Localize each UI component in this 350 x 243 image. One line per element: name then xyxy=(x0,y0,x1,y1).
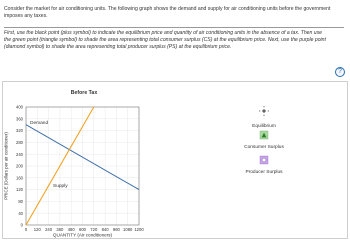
diamond-icon xyxy=(260,156,268,164)
consumer-surplus-label: Consumer Surplus xyxy=(244,145,284,150)
equilibrium-tool[interactable] xyxy=(252,106,276,129)
x-tick-label: 240 xyxy=(45,227,53,232)
producer-surplus-tool[interactable] xyxy=(245,156,283,175)
x-axis-label: QUANTITY (Air conditioners) xyxy=(52,232,113,238)
y-tick-label: 240 xyxy=(16,151,23,157)
y-tick-label: 80 xyxy=(18,199,23,204)
y-axis-label: PRICE (Dollars per air conditioner) xyxy=(3,132,9,200)
x-tick-label: 360 xyxy=(56,227,64,232)
x-tick-label: 720 xyxy=(90,227,98,232)
y-tick-label: 200 xyxy=(16,163,23,169)
demand-label: Demand xyxy=(30,121,49,126)
chart-title: Before Tax xyxy=(70,90,98,96)
y-tick-label: 120 xyxy=(16,187,23,193)
y-tick-label: 280 xyxy=(16,140,23,145)
intro-text: Consider the market for air conditioning units. The following graph shows the demand and supply for air conditioning units before the government imposes any taxes. xyxy=(4,6,331,19)
triangle-icon xyxy=(260,131,268,139)
x-axis xyxy=(25,227,144,232)
help-icon[interactable]: ? xyxy=(335,67,345,77)
y-tick-label: 160 xyxy=(16,175,23,181)
x-tick-label: 600 xyxy=(79,227,86,232)
x-tick-label: 120 xyxy=(33,227,41,232)
equilibrium-label: Equilibrium xyxy=(252,124,276,129)
y-tick-label: 360 xyxy=(16,116,23,122)
instruction-text: First, use the black point (plus symbol) to indicate the equilibrium price and quantity of air conditioning units in the absence of a tax. Then use the green point (triangle symbol) to shade the area representing total consumer surplus (CS) at the equilibrium price. Next, use the purple point (diamond symbol) to shade the area representing total producer surplus (PS) at the equilibrium price. xyxy=(4,30,326,50)
x-tick-label: 1200 xyxy=(134,227,144,232)
y-tick-label: 40 xyxy=(18,210,23,216)
x-tick-label: 0 xyxy=(24,227,28,232)
x-tick-label: 480 xyxy=(67,227,75,232)
plus-icon xyxy=(259,106,269,116)
x-tick-label: 1080 xyxy=(123,227,133,232)
x-tick-label: 840 xyxy=(101,227,109,232)
y-tick-label: 0 xyxy=(20,222,23,228)
y-tick-label: 400 xyxy=(16,104,23,110)
supply-label: Supply xyxy=(53,184,68,189)
y-tick-label: 320 xyxy=(16,128,23,134)
producer-surplus-label: Producer Surplus xyxy=(245,170,283,175)
x-tick-label: 960 xyxy=(112,227,120,232)
consumer-surplus-tool[interactable] xyxy=(244,131,284,150)
y-axis xyxy=(16,105,24,228)
